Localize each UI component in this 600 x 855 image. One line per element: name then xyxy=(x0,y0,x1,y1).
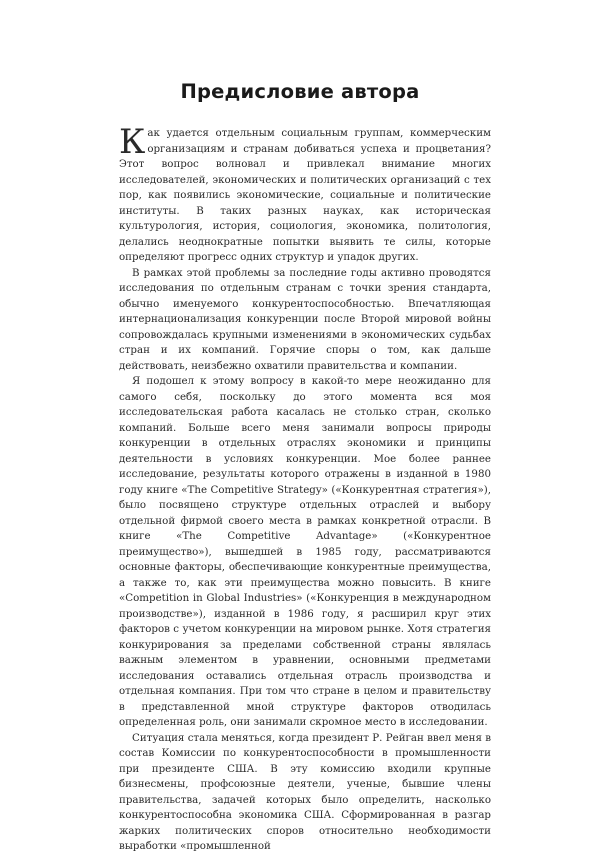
paragraph-1 xyxy=(119,122,491,266)
paragraph-1-text: ак удается отдельным социальным группам, коммерческим организациям и странам добиваться успеха и процветания? Этот вопрос волновал и привлекал внимание многих исследователей, экономических и политических организаций с тех пор, как появились экономические, социальные и политические институты. В таких разных науках, как историческая культурология, история, социология, экономика, политология, делались неоднократные попытки выявить те силы, которые определяют прогресс одних структур и упадок других. xyxy=(119,127,491,263)
body-text xyxy=(119,122,491,855)
drop-cap: К xyxy=(119,122,146,162)
paragraph-2: В рамках этой проблемы за последние годы активно проводятся исследования по отдельным странам с точки зрения стандарта, обычно именуемого конкурентоспособностью. Впечатляющая интернационализация конкуренции после Второй мировой войны сопровождалась крупными изменениями в экономических судьбах стран и их компаний. Горячие споры о том, как дальше действовать, неизбежно охватили правительства и компании. xyxy=(119,266,491,372)
page-title: Предисловие автора xyxy=(180,80,420,103)
paragraph-4: Ситуация стала меняться, когда президент Р. Рейган ввел меня в состав Комиссии по конкурентоспособности в промышленности при президенте США. В эту комиссию входили крупные бизнесмены, профсоюзные деятели, ученые, бывшие члены правительства, задачей которых было определить, насколько конкурентоспособна экономика США. Сформированная в разгар жарких политических споров относительно необходимости выработки «промышленной xyxy=(119,731,491,852)
paragraph-3: Я подошел к этому вопросу в какой-то мере неожиданно для самого себя, поскольку до этого момента вся моя исследовательская работа касалась не столько стран, сколько компаний. Больше всего меня занимали вопросы природы конкуренции в отдельных отраслях экономики и принципы деятельности в условиях конкуренции. Мое более раннее исследование, результаты которого отражены в изданной в 1980 году книге «The Competitive Strategy» («Конкурентная стратегия»), было посвящено структуре отдельных отраслей и выбору отдельной фирмой своего места в рамках конкретной отрасли. В книге «The Competitive Advantage» («Конкурентное преимущество»), вышедшей в 1985 году, рассматриваются основные факторы, обеспечивающие конкурентные преимущества, а также то, как эти преимущества можно повысить. В книге «Competition in Global Industries» («Конкуренция в международном производстве»), изданной в 1986 году, я расширил круг этих факторов с учетом конкуренции на мировом рынке. Хотя стратегия конкурирования за пределами собственной страны являлась важным элементом в уравнении, основными предметами исследования оставались отдельная отрасль производства и отдельная компания. При том что стране в целом и правительству в представленной мной структуре факторов отводилась определенная роль, они занимали скромное место в исследовании. xyxy=(119,375,491,728)
